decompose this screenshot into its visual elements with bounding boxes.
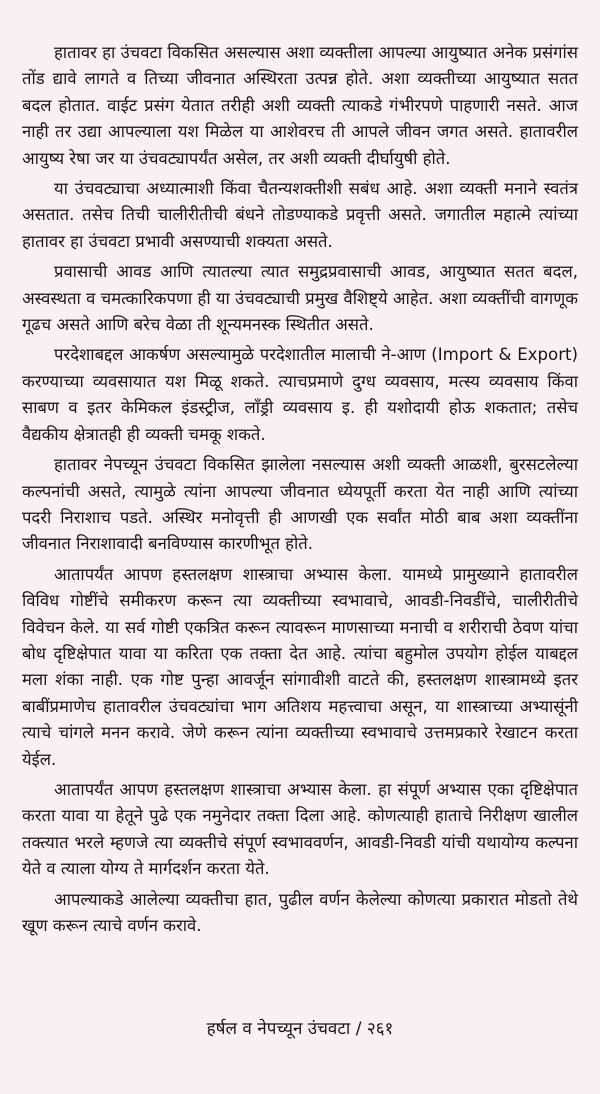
paragraph: आतापर्यंत आपण हस्तलक्षण शास्त्राचा अभ्यास केला. यामध्ये प्रामुख्याने हातावरील विविध गोष्टींचे समीकरण करून त्या व्यक्तीच्या स्वभावाचे, आवडी-निवडींचे, चालीरीतीचे विवेचन केले. या सर्व गोष्टी एकत्रित करून त्यावरून माणसाच्या मनाची व शरीराची ठेवण यांचा बोध दृष्टिक्षेपात यावा या करिता एक तक्ता देत आहे. त्यांचा बहुमोल उपयोग होईल याबद्दल मला शंका नाही. एक गोष्ट पुन्हा आवर्जून सांगावीशी वाटते की, हस्तलक्षण शास्त्रामध्ये इतर बाबींप्रमाणेच हातावरील उंचवट्यांचा भाग अतिशय महत्त्वाचा असून, या शास्त्राच्या अभ्यासूंनी त्याचे चांगले मनन करावे. जेणे करून त्यांना व्यक्तीच्या स्वभावाचे उत्तमप्रकारे रेखाटन करता येईल.	[22, 564, 578, 769]
paragraph: प्रवासाची आवड आणि त्यातल्या त्यात समुद्रप्रवासाची आवड, आयुष्यात सतत बदल, अस्वस्थता व चमत्कारिकपणा ही या उंचवट्याची प्रमुख वैशिष्ट्ये आहेत. अशा व्यक्तींची वागणूक गूढच असते आणि बरेच वेळा ती शून्यमनस्क स्थितीत असते.	[22, 262, 578, 335]
paragraph: आतापर्यंत आपण हस्तलक्षण शास्त्राचा अभ्यास केला. हा संपूर्ण अभ्यास एका दृष्टिक्षेपात करता यावा या हेतूने पुढे एक नमुनेदार तक्ता दिला आहे. कोणत्याही हाताचे निरीक्षण खालील तक्त्यात भरले म्हणजे त्या व्यक्तीचे संपूर्ण स्वभाववर्णन, आवडी-निवडी यांची यथायोग्य कल्पना येते व त्याला योग्य ते मार्गदर्शन करता येते.	[22, 779, 578, 879]
paragraph: आपल्याकडे आलेल्या व्यक्तीचा हात, पुढील वर्णन केलेल्या कोणत्या प्रकारात मोडतो तेथे खूण करून त्याचे वर्णन करावे.	[22, 889, 578, 935]
paragraph: परदेशाबद्दल आकर्षण असल्यामुळे परदेशातील मालाची ने-आण (Import & Export) करण्याच्या व्यवसायात यश मिळू शकते. त्याचप्रमाणे दुग्ध व्यवसाय, मत्स्य व्यवसाय किंवा साबण व इतर केमिकल इंडस्ट्रीज, लॉंड्री व्यवसाय इ. ही यशोदायी होऊ शकतात; तसेच वैद्यकीय क्षेत्रातही ही व्यक्ती चमकू शकते.	[22, 345, 578, 444]
paragraph: हातावर हा उंचवटा विकसित असल्यास अशा व्यक्तीला आपल्या आयुष्यात अनेक प्रसंगांस तोंड द्यावे लागते व तिच्या जीवनात अस्थिरता उत्पन्न होते. अशा व्यक्तीच्या आयुष्यात सतत बदल होतात. वाईट प्रसंग येतात तरीही अशी व्यक्ती त्याकडे गंभीरपणे पाहणारी नसते. आज नाही तर उद्या आपल्याला यश मिळेल या आशेवरच ती आपले जीवन जगत असते. हातावरील आयुष्य रेषा जर या उंचवट्यापर्यंत असेल, तर अशी व्यक्ती दीर्घायुषी होते.	[22, 43, 578, 168]
paragraph: हातावर नेपच्यून उंचवटा विकसित झालेला नसल्यास अशी व्यक्ती आळशी, बुरसटलेल्या कल्पनांची असते, त्यामुळे त्यांना आपल्या जीवनात ध्येयपूर्ती करता येत नाही आणि त्यांच्या पदरी निराशाच पडते. अस्थिर मनोवृत्ती ही आणखी एक सर्वांत मोठी बाब अशा व्यक्तींना जीवनात निराशावादी बनविण्यास कारणीभूत होते.	[22, 455, 578, 554]
page-footer: हर्षल व नेपच्यून उंचवटा / २६१	[206, 1019, 394, 1039]
paragraph: या उंचवट्याचा अध्यात्माशी किंवा चैतन्यशक्तीशी सबंध आहे. अशा व्यक्ती मनाने स्वतंत्र असतात. तसेच तिची चालीरीतीची बंधने तोडण्याकडे प्रवृत्ती असते. जगातील महात्मे त्यांच्या हातावर हा उंचवटा प्रभावी असण्याची शक्यता असते.	[22, 179, 578, 251]
body-text	[22, 40, 578, 943]
